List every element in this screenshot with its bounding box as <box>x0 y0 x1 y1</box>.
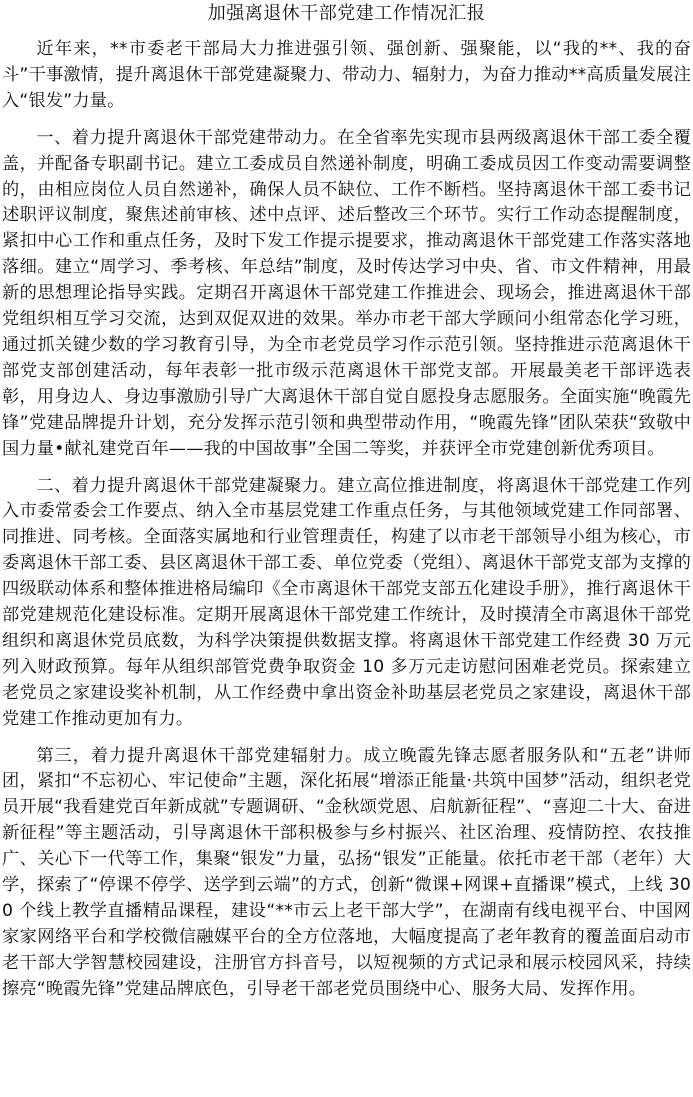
paragraph-section-one: 一、着力提升离退休干部党建带动力。在全省率先实现市县两级离退休干部工委全覆盖，并配备专职副书记。建立工委成员自然递补制度，明确工委成员因工作变动需要调整的，由相应岗位人员自然递补，确保人员不缺位、工作不断档。坚持离退休干部工委书记述职评议制度，聚焦述前审核、述中点评、述后整改三个环节。实行工作动态提醒制度，紧扣中心工作和重点任务，及时下发工作提示提要求，推动离退休干部党建工作落实落地落细。建立“周学习、季考核、年总结”制度，及时传达学习中央、省、市文件精神，用最新的思想理论指导实践。定期召开离退休干部党建工作推进会、现场会，推进离退休干部党组织相互学习交流，达到双促双进的效果。举办市老干部大学顾问小组常态化学习班，通过抓关键少数的学习教育引导，为全市老党员学习作示范引领。坚持推进示范离退休干部党支部创建活动，每年表彰一批市级示范离退休干部党支部。开展最美老干部评选表彰，用身边人、身边事激励引导广大离退休干部自觉自愿投身志愿服务。全面实施“晚霞先锋”党建品牌提升计划，充分发挥示范引领和典型带动作用，“晚霞先锋”团队荣获“致敬中国力量•献礼建党百年——我的中国故事”全国二等奖，并获评全市党建创新优秀项目。 <box>2 127 691 459</box>
document-title: 加强离退休干部党建工作情况汇报 <box>207 3 486 24</box>
paragraph-section-three: 第三，着力提升离退休干部党建辐射力。成立晚霞先锋志愿者服务队和“五老”讲师团，紧扣“不忘初心、牢记使命”主题，深化拓展“增添正能量·共筑中国梦”活动，组织老党员开展“我看建党百年新成就”专题调研、“金秋颂党恩、启航新征程”、“喜迎二十大、奋进新征程”等主题活动，引导离退休干部积极参与乡村振兴、社区治理、疫情防控、农技推广、关心下一代等工作，集聚“银发”力量，弘扬“银发”正能量。依托市老干部（老年）大学，探索了“停课不停学、送学到云端”的方式，创新“微课+网课+直播课”模式，上线 300 个线上教学直播精品课程，建设“**市云上老干部大学”，在湖南有线电视平台、中国网家家网络平台和学校微信融媒平台的全方位落地，大幅度提高了老年教育的覆盖面启动市老干部大学智慧校园建设，注册官方抖音号，以短视频的方式记录和展示校园风采，持续擦亮“晚霞先锋”党建品牌底色，引导老干部老党员围绕中心、服务大局、发挥作用。 <box>2 745 691 999</box>
paragraph-intro: 近年来，**市委老干部局大力推进强引领、强创新、强聚能，以“我的**、我的奋斗”干事激情，提升离退休干部党建凝聚力、带动力、辐射力，为奋力推动**高质量发展注入“银发”力量。 <box>2 39 691 111</box>
paragraph-section-two: 二、着力提升离退休干部党建凝聚力。建立高位推进制度，将离退休干部党建工作列入市委常委会工作要点、纳入全市基层党建工作重点任务，与其他领域党建工作同部署、同推进、同考核。全面落实属地和行业管理责任，构建了以市老干部领导小组为核心，市委离退休干部工委、县区离退休干部工委、单位党委（党组）、离退休干部党支部为支撑的四级联动体系和整体推进格局编印《全市离退休干部党支部五化建设手册》，推行离退休干部党建规范化建设标准。定期开展离退休干部党建工作统计，及时摸清全市离退休干部党组织和离退休党员底数，为科学决策提供数据支撑。将离退休干部党建工作经费 30 万元列入财政预算。每年从组织部管党费争取资金 10 多万元走访慰问困难老党员。探索建立老党员之家建设奖补机制，从工作经费中拿出资金补助基层老党员之家建设，离退休干部党建工作推动更加有力。 <box>2 475 691 729</box>
document-body <box>2 37 691 1014</box>
